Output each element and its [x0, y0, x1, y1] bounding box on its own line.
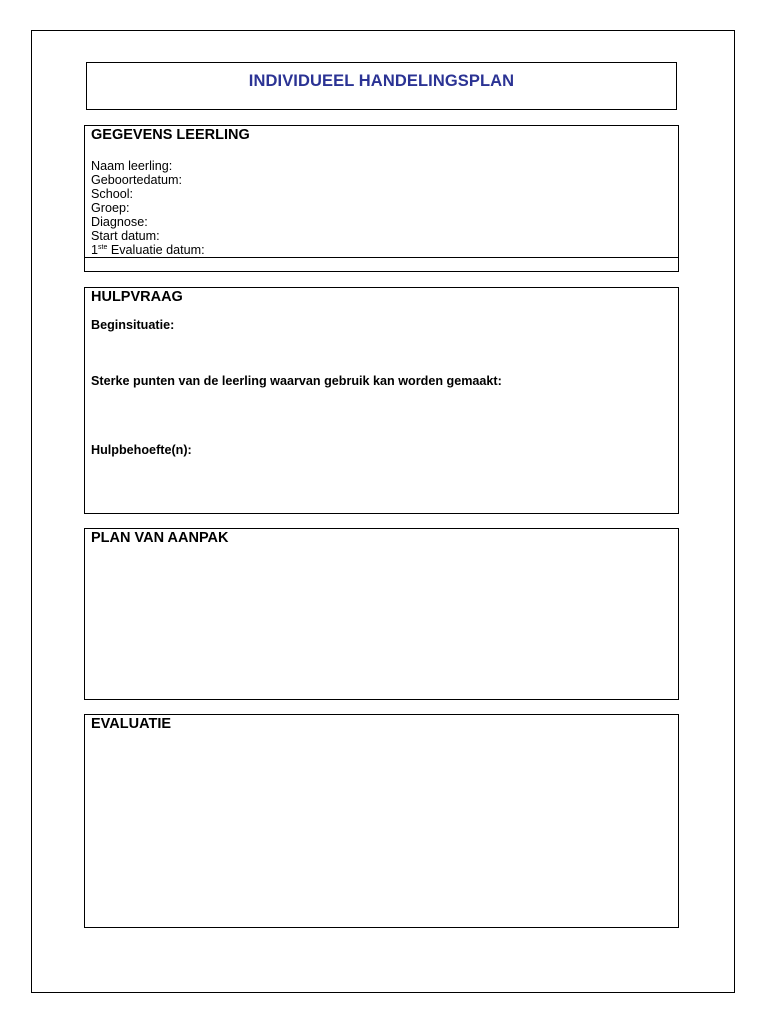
hulpvraag-section [84, 287, 679, 514]
gegevens-heading: GEGEVENS LEERLING [91, 127, 250, 143]
field-groep: Groep: [91, 201, 130, 215]
title-box [86, 62, 677, 110]
field-start-datum: Start datum: [91, 229, 160, 243]
evaluatie-label: Evaluatie datum: [107, 243, 205, 257]
hulpbehoeften-label: Hulpbehoefte(n): [91, 443, 192, 457]
document-title: INDIVIDUEEL HANDELINGSPLAN [248, 72, 515, 90]
gegevens-leerling-section [84, 125, 679, 272]
beginsituatie-label: Beginsituatie: [91, 318, 175, 332]
student-fields-list [91, 159, 205, 257]
plan-van-aanpak-section [84, 528, 679, 700]
field-school: School: [91, 187, 134, 201]
gegevens-divider [85, 257, 678, 258]
evaluatie-ordinal: ste [98, 244, 108, 251]
evaluatie-number: 1 [91, 243, 99, 257]
evaluatie-section [84, 714, 679, 928]
field-evaluatie-datum [91, 243, 205, 257]
hulpvraag-heading: HULPVRAAG [91, 289, 183, 305]
plan-heading: PLAN VAN AANPAK [91, 530, 229, 546]
field-geboortedatum: Geboortedatum: [91, 173, 183, 187]
field-naam-leerling: Naam leerling: [91, 159, 173, 173]
field-diagnose: Diagnose: [91, 215, 148, 229]
sterke-punten-label: Sterke punten van de leerling waarvan gebruik kan worden gemaakt: [91, 374, 502, 388]
evaluatie-heading: EVALUATIE [91, 716, 172, 732]
